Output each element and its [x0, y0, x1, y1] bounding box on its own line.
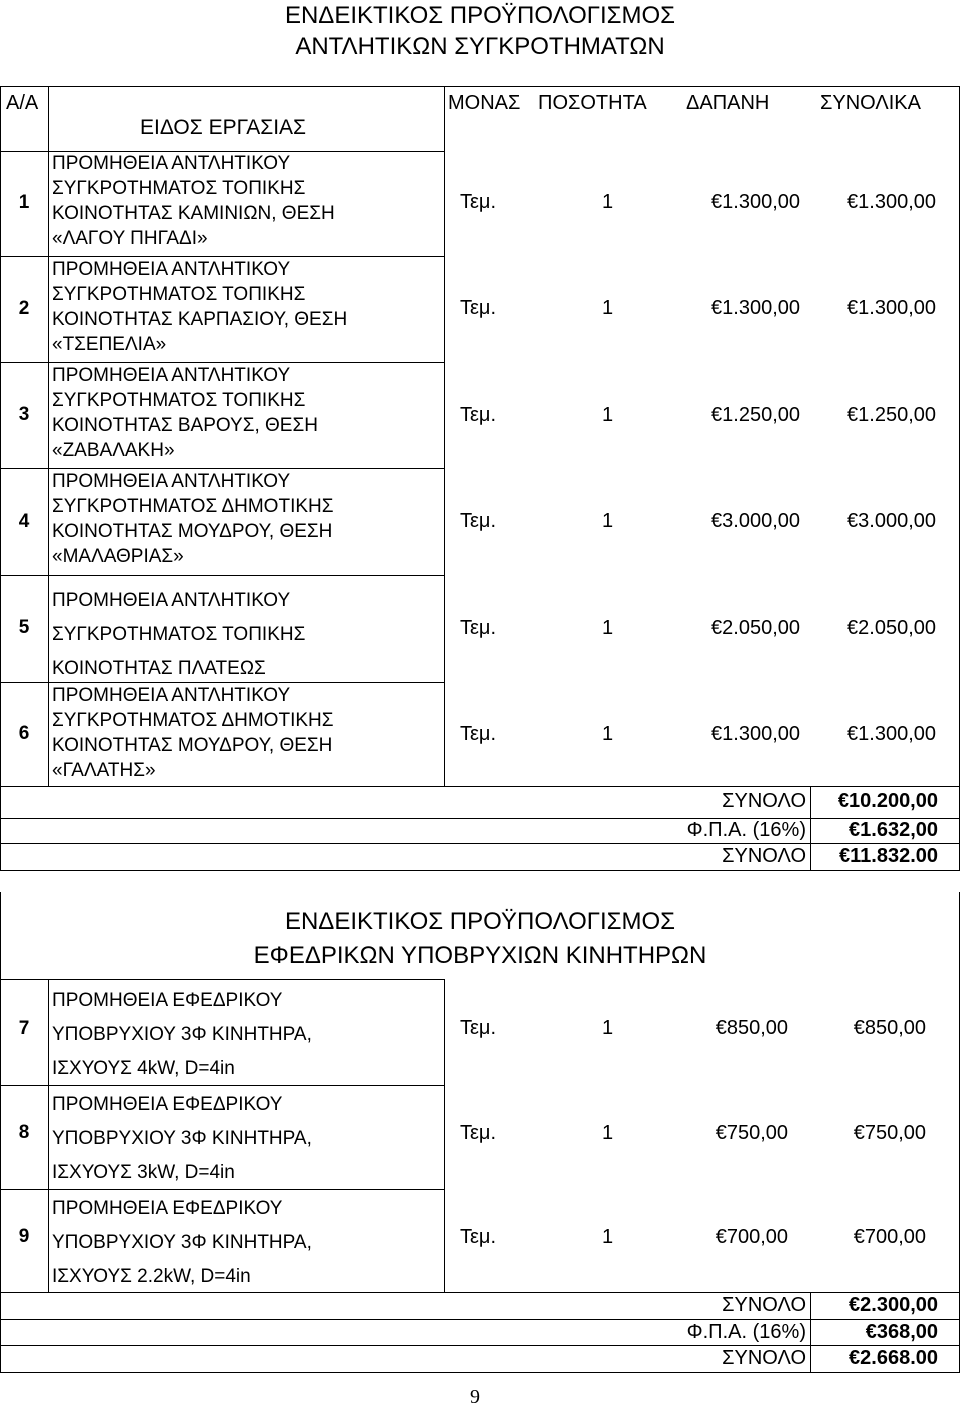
- row-number: 7: [18, 1018, 30, 1039]
- row-number: 1: [18, 192, 30, 213]
- table1-title-line2: ΑΝΤΛΗΤΙΚΩΝ ΣΥΓΚΡΟΤΗΜΑΤΩΝ: [295, 33, 665, 60]
- description-line: «ΤΣΕΠΕΛΙΑ»: [52, 334, 167, 355]
- row-cost: €1.250,00: [711, 404, 800, 426]
- row-unit: Τεμ.: [460, 510, 497, 532]
- row-cost: €850,00: [715, 1017, 788, 1039]
- grand-total-value: €2.668.00: [849, 1347, 938, 1369]
- row-qty: 1: [602, 404, 614, 426]
- row-cost: €1.300,00: [711, 723, 800, 745]
- subtotal-label: ΣΥΝΟΛΟ: [722, 790, 806, 812]
- row-description: [52, 257, 440, 357]
- description-line: ΙΣΧΥΟΥΣ 2.2kW, D=4in: [52, 1266, 251, 1287]
- description-line: ΣΥΓΚΡΟΤΗΜΑΤΟΣ ΤΟΠΙΚΗΣ: [52, 624, 306, 645]
- row-total: €700,00: [853, 1226, 926, 1248]
- description-line: ΠΡΟΜΗΘΕΙΑ ΑΝΤΛΗΤΙΚΟΥ: [52, 590, 291, 611]
- description-line: ΠΡΟΜΗΘΕΙΑ ΑΝΤΛΗΤΙΚΟΥ: [52, 153, 291, 174]
- row-unit: Τεμ.: [460, 1122, 497, 1144]
- vat-value: €1.632,00: [849, 819, 938, 841]
- row-description: [52, 584, 440, 686]
- description-line: ΚΟΙΝΟΤΗΤΑΣ ΚΑΡΠΑΣΙΟΥ, ΘΕΣΗ: [52, 309, 348, 330]
- row-total: €2.050,00: [847, 617, 936, 639]
- page-number: 9: [470, 1386, 480, 1408]
- row-qty: 1: [602, 723, 614, 745]
- row-cost: €750,00: [715, 1122, 788, 1144]
- header-total: ΣΥΝΟΛΙΚΑ: [820, 92, 921, 114]
- row-description: [52, 1088, 440, 1190]
- header-qty: ΠΟΣΟΤΗΤΑ: [538, 92, 647, 114]
- row-qty: 1: [602, 1226, 614, 1248]
- vat-value: €368,00: [865, 1321, 938, 1343]
- row-unit: Τεμ.: [460, 617, 497, 639]
- description-line: ΠΡΟΜΗΘΕΙΑ ΕΦΕΔΡΙΚΟΥ: [52, 990, 283, 1011]
- table2-title-line1: ΕΝΔΕΙΚΤΙΚΟΣ ΠΡΟΫΠΟΛΟΓΙΣΜΟΣ: [284, 908, 676, 935]
- row-description: [52, 1192, 440, 1294]
- row-qty: 1: [602, 1017, 614, 1039]
- row-number: 3: [18, 404, 30, 425]
- row-qty: 1: [602, 191, 614, 213]
- row-number: 9: [18, 1226, 30, 1247]
- description-line: ΣΥΓΚΡΟΤΗΜΑΤΟΣ ΤΟΠΙΚΗΣ: [52, 284, 306, 305]
- vat-label: Φ.Π.Α. (16%): [686, 1321, 806, 1343]
- vat-label: Φ.Π.Α. (16%): [686, 819, 806, 841]
- row-description: [52, 151, 440, 251]
- description-line: «ΖΑΒΑΛΑΚΗ»: [52, 440, 175, 461]
- header-unit: ΜΟΝΑΣ: [448, 92, 521, 114]
- row-number: 2: [18, 298, 30, 319]
- grand-total-label: ΣΥΝΟΛΟ: [722, 845, 806, 867]
- description-line: ΣΥΓΚΡΟΤΗΜΑΤΟΣ ΔΗΜΟΤΙΚΗΣ: [52, 496, 334, 517]
- row-number: 4: [18, 511, 30, 532]
- description-line: ΥΠΟΒΡΥΧΙΟΥ 3Φ ΚΙΝΗΤΗΡΑ,: [52, 1232, 312, 1253]
- header-kind: ΕΙΔΟΣ ΕΡΓΑΣΙΑΣ: [140, 116, 307, 139]
- description-line: ΠΡΟΜΗΘΕΙΑ ΑΝΤΛΗΤΙΚΟΥ: [52, 259, 291, 280]
- row-description: [52, 984, 440, 1086]
- description-line: «ΜΑΛΑΘΡΙΑΣ»: [52, 546, 184, 567]
- description-line: ΣΥΓΚΡΟΤΗΜΑΤΟΣ ΤΟΠΙΚΗΣ: [52, 390, 306, 411]
- row-unit: Τεμ.: [460, 191, 497, 213]
- row-qty: 1: [602, 510, 614, 532]
- subtotal-value: €10.200,00: [837, 790, 938, 812]
- description-line: ΚΟΙΝΟΤΗΤΑΣ ΚΑΜΙΝΙΩΝ, ΘΕΣΗ: [52, 203, 335, 224]
- row-cost: €3.000,00: [711, 510, 800, 532]
- row-unit: Τεμ.: [460, 1226, 497, 1248]
- grand-total-value: €11.832.00: [839, 845, 938, 867]
- row-description: [52, 469, 440, 569]
- row-description: [52, 683, 440, 783]
- description-line: «ΛΑΓΟΥ ΠΗΓΑΔΙ»: [52, 228, 208, 249]
- table1-title-line1: ΕΝΔΕΙΚΤΙΚΟΣ ΠΡΟΫΠΟΛΟΓΙΣΜΟΣ: [284, 2, 676, 29]
- row-qty: 1: [602, 617, 614, 639]
- row-qty: 1: [602, 297, 614, 319]
- row-cost: €700,00: [715, 1226, 788, 1248]
- row-unit: Τεμ.: [460, 404, 497, 426]
- description-line: ΚΟΙΝΟΤΗΤΑΣ ΠΛΑΤΕΩΣ: [52, 658, 266, 679]
- row-unit: Τεμ.: [460, 723, 497, 745]
- row-total: €850,00: [853, 1017, 926, 1039]
- description-line: ΠΡΟΜΗΘΕΙΑ ΑΝΤΛΗΤΙΚΟΥ: [52, 471, 291, 492]
- header-aa: Α/Α: [6, 92, 39, 114]
- description-line: «ΓΑΛΑΤΗΣ»: [52, 760, 156, 781]
- description-line: ΣΥΓΚΡΟΤΗΜΑΤΟΣ ΔΗΜΟΤΙΚΗΣ: [52, 710, 334, 731]
- row-total: €1.300,00: [847, 723, 936, 745]
- row-number: 8: [18, 1122, 30, 1143]
- row-number: 6: [18, 723, 30, 744]
- description-line: ΙΣΧΥΟΥΣ 4kW, D=4in: [52, 1058, 235, 1079]
- row-description: [52, 363, 440, 463]
- row-unit: Τεμ.: [460, 297, 497, 319]
- description-line: ΥΠΟΒΡΥΧΙΟΥ 3Φ ΚΙΝΗΤΗΡΑ,: [52, 1024, 312, 1045]
- header-cost: ΔΑΠΑΝΗ: [686, 92, 770, 114]
- row-total: €1.300,00: [847, 191, 936, 213]
- row-cost: €2.050,00: [711, 617, 800, 639]
- row-cost: €1.300,00: [711, 297, 800, 319]
- description-line: ΠΡΟΜΗΘΕΙΑ ΕΦΕΔΡΙΚΟΥ: [52, 1094, 283, 1115]
- subtotal-value: €2.300,00: [849, 1294, 938, 1316]
- row-number: 5: [18, 617, 30, 638]
- table2-title-line2: ΕΦΕΔΡΙΚΩΝ ΥΠΟΒΡΥΧΙΩΝ ΚΙΝΗΤΗΡΩΝ: [253, 942, 707, 969]
- subtotal-label: ΣΥΝΟΛΟ: [722, 1294, 806, 1316]
- row-total: €3.000,00: [847, 510, 936, 532]
- description-line: ΠΡΟΜΗΘΕΙΑ ΕΦΕΔΡΙΚΟΥ: [52, 1198, 283, 1219]
- description-line: ΚΟΙΝΟΤΗΤΑΣ ΜΟΥΔΡΟΥ, ΘΕΣΗ: [52, 521, 333, 542]
- description-line: ΥΠΟΒΡΥΧΙΟΥ 3Φ ΚΙΝΗΤΗΡΑ,: [52, 1128, 312, 1149]
- row-total: €1.250,00: [847, 404, 936, 426]
- row-total: €1.300,00: [847, 297, 936, 319]
- grand-total-label: ΣΥΝΟΛΟ: [722, 1347, 806, 1369]
- row-cost: €1.300,00: [711, 191, 800, 213]
- description-line: ΙΣΧΥΟΥΣ 3kW, D=4in: [52, 1162, 235, 1183]
- row-total: €750,00: [853, 1122, 926, 1144]
- description-line: ΚΟΙΝΟΤΗΤΑΣ ΒΑΡΟΥΣ, ΘΕΣΗ: [52, 415, 318, 436]
- description-line: ΠΡΟΜΗΘΕΙΑ ΑΝΤΛΗΤΙΚΟΥ: [52, 365, 291, 386]
- description-line: ΚΟΙΝΟΤΗΤΑΣ ΜΟΥΔΡΟΥ, ΘΕΣΗ: [52, 735, 333, 756]
- row-qty: 1: [602, 1122, 614, 1144]
- row-unit: Τεμ.: [460, 1017, 497, 1039]
- description-line: ΠΡΟΜΗΘΕΙΑ ΑΝΤΛΗΤΙΚΟΥ: [52, 685, 291, 706]
- description-line: ΣΥΓΚΡΟΤΗΜΑΤΟΣ ΤΟΠΙΚΗΣ: [52, 178, 306, 199]
